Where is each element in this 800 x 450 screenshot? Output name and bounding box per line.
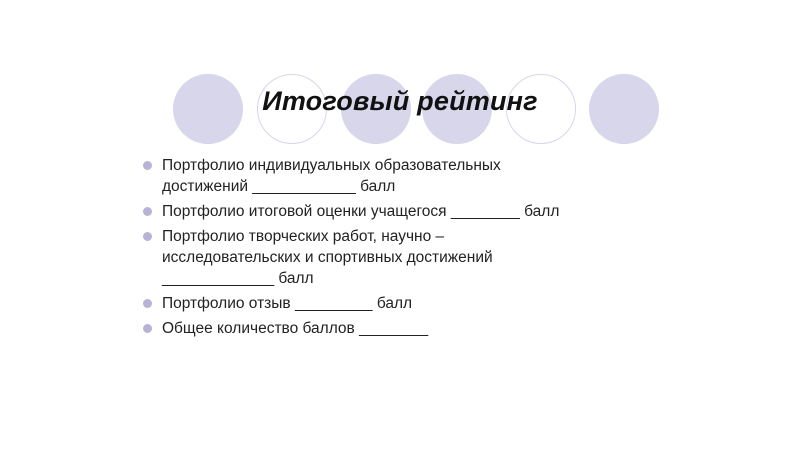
bullet-line: Портфолио итоговой оценки учащегося ________ балл [162,203,560,220]
bullet-dot-icon [143,161,152,170]
slide-title: Итоговый рейтинг [262,86,538,116]
bullet-dot-icon [143,324,152,333]
bullet-line: Портфолио индивидуальных образовательных [162,157,501,174]
bullet-dot-icon [143,207,152,216]
bullet-line: достижений ____________ балл [162,178,396,195]
bullet-line: Общее количество баллов ________ [162,320,429,337]
bullet-item-portfolio-final-grade [140,201,610,222]
bullet-item-portfolio-achievements [140,155,610,197]
bullet-line: _____________ балл [162,270,314,287]
bullet-dot-icon [143,232,152,241]
bullet-dot-icon [143,299,152,308]
bullet-item-total-score [140,318,610,339]
bullet-line: Портфолио отзыв _________ балл [162,295,413,312]
bullet-list [140,155,610,343]
bullet-item-portfolio-creative-works [140,226,610,289]
bullet-line: Портфолио творческих работ, научно – [162,228,445,245]
bullet-item-portfolio-review [140,293,610,314]
bullet-line: исследовательских и спортивных достижений [162,249,493,266]
